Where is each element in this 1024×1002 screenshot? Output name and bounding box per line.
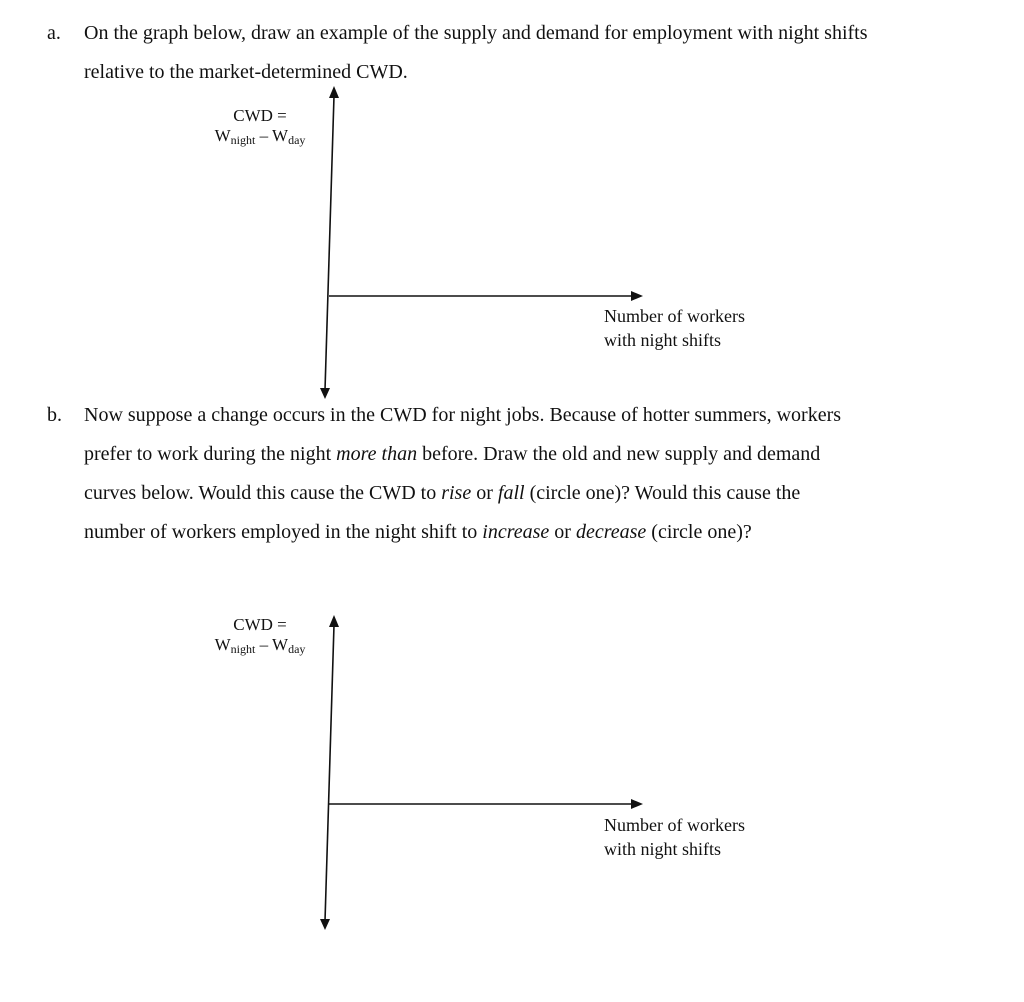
graph-b-x-arrow — [631, 799, 643, 809]
graph-b-x-axis-label — [604, 813, 745, 861]
graph-b-y-label-formula: $W_{night} - W_{day}$ — [214, 635, 306, 656]
question-b-letter: b. — [47, 404, 62, 426]
graph-b-y-arrow-up — [329, 615, 339, 627]
question-b-line-1: Now suppose a change occurs in the CWD for night jobs. Because of hotter summers, workers — [84, 404, 842, 426]
graph-a-x-label-line-2: with night shifts — [604, 330, 722, 350]
graph-a-x-label-line-1: Number of workers — [604, 306, 745, 326]
graph-a-y-label-top: CWD = — [233, 106, 287, 125]
question-b-line-3: curves below. Would this cause the CWD to rise or fall (circle one)? Would this cause the — [84, 482, 801, 504]
graph-b-y-label-top: CWD = — [233, 615, 287, 634]
graph-a-y-label-formula: $W_{night} - W_{day}$ — [214, 126, 306, 147]
question-b-line-4: number of workers employed in the night shift to increase or decrease (circle one)? — [84, 521, 752, 543]
question-a-line-2: relative to the market-determined CWD. — [84, 61, 408, 83]
question-b-line-2: prefer to work during the night more than before. Draw the old and new supply and demand — [84, 443, 821, 465]
graph-b-x-label-line-2: with night shifts — [604, 839, 722, 859]
graph-b-x-label-line-1: Number of workers — [604, 815, 745, 835]
question-a-line-1: On the graph below, draw an example of the supply and demand for employment with night shifts — [84, 22, 868, 44]
question-a-letter: a. — [47, 22, 61, 44]
graph-b-y-axis — [325, 625, 334, 921]
graph-b-y-arrow-down — [320, 919, 330, 930]
